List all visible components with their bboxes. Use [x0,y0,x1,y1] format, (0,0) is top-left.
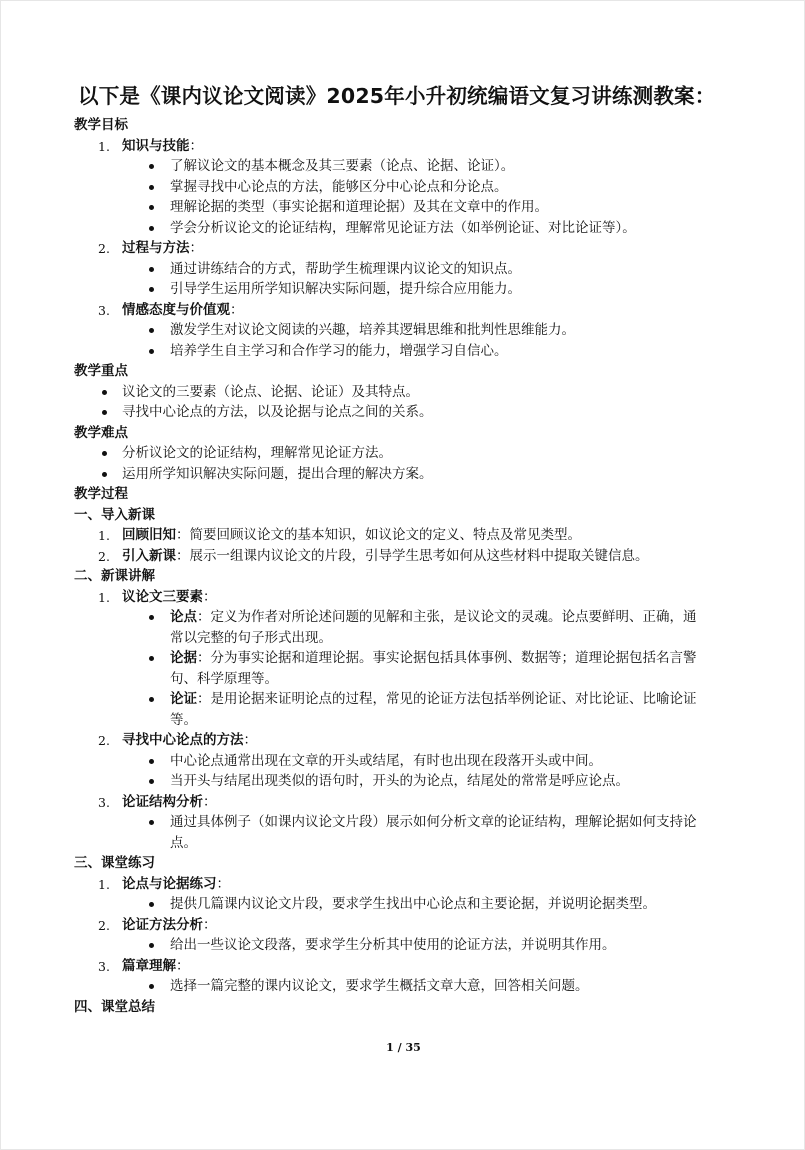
bullet-text: 引导学生运用所学知识解决实际问题，提升综合应用能力。 [170,281,521,297]
bullet-text: 当开头与结尾出现类似的语句时，开头的为论点，结尾处的常常是呼应论点。 [170,773,629,789]
bullet-text: 培养学生自主学习和合作学习的能力，增强学习自信心。 [170,342,508,359]
list-item [74,751,734,772]
list-item: 2. 论证方法分析： [74,915,734,936]
bullet-icon [102,451,107,456]
bullet-icon [149,984,154,989]
list-item [74,177,734,198]
list-item [74,382,734,403]
section-goals-heading: 教学目标 [74,117,128,133]
bullet-icon [149,185,154,190]
list-number: 2. [98,241,110,256]
list-item: 3. 篇章理解： [74,956,734,977]
list-item: 2. 寻找中心论点的方法： [74,730,734,751]
bullet-text: 寻找中心论点的方法，以及论据与论点之间的关系。 [122,404,433,420]
list-item [74,546,734,567]
item-label: 回顾旧知 [122,527,176,543]
goal-label: 知识与技能 [122,137,190,154]
list-item [74,156,734,177]
bullet-icon [149,226,154,231]
bullet-icon [149,902,154,907]
list-item: 1. 议论文三要素： [74,587,734,608]
bullet-text: 学会分析议论文的论证结构，理解常见论证方法（如举例论证、对比论证等）。 [170,219,636,236]
list-item [74,320,734,341]
bullet-icon [149,164,154,169]
bullet-text: 选择一篇完整的课内议论文，要求学生概括文章大意，回答相关问题。 [170,978,589,994]
bullet-icon [149,267,154,272]
item-label: 引入新课 [122,547,176,564]
item-label: 论点与论据练习 [122,875,217,892]
bullet-text: 理解论据的类型（事实论据和道理论据）及其在文章中的作用。 [170,199,548,215]
list-number: 1. [98,138,110,154]
document-title: 以下是《课内议论文阅读》2025年小升初统编语文复习讲练测教案： [78,84,716,108]
list-item [74,894,734,915]
bullet-text: ：定义为作者对所论述问题的见解和主张，是议论文的灵魂。论点要鲜明、正确，通 [197,609,697,625]
section-keypoints-heading: 教学重点 [74,363,128,379]
list-item [74,218,734,239]
subsection-heading: 四、课堂总结 [74,998,155,1015]
list-item [74,812,734,853]
bullet-text: 给出一些议论文段落，要求学生分析其中使用的论证方法，并说明其作用。 [170,937,616,953]
bullet-icon [149,779,154,784]
item-label: 寻找中心论点的方法 [122,732,244,748]
bullet-text: 常以完整的句子形式出现。 [170,629,332,646]
bullet-text: 掌握寻找中心论点的方法，能够区分中心论点和分论点。 [170,178,508,195]
section-process-heading: 教学过程 [74,486,128,502]
bullet-text: 激发学生对议论文阅读的兴趣，培养其逻辑思维和批判性思维能力。 [170,322,575,338]
list-item: 3. 论证结构分析： [74,792,734,813]
list-item [74,689,734,730]
list-number: 2. [98,917,110,933]
bullet-icon [149,615,154,620]
section-difficulties-heading: 教学难点 [74,424,128,441]
goals-list [74,136,734,362]
document-content [74,81,734,1017]
list-number: 1. [98,589,110,605]
subsection-heading: 一、导入新课 [74,506,155,523]
page-number: 1 / 35 [386,1041,421,1054]
bullet-text: 议论文的三要素（论点、论据、论证）及其特点。 [122,383,419,400]
goal-item: 1. 知识与技能： [74,136,734,157]
bullet-text: 等。 [170,711,197,728]
bullet-icon [149,943,154,948]
bullet-text: 通过讲练结合的方式，帮助学生梳理课内议论文的知识点。 [170,260,521,277]
subsection-heading: 三、课堂练习 [74,855,155,871]
item-label: 论证结构分析 [122,793,203,810]
list-item [74,259,734,280]
list-item [74,341,734,362]
subsection-heading: 二、新课讲解 [74,568,155,584]
list-number: 1. [98,528,110,543]
item-label: 论证 [170,691,197,707]
list-item [74,279,734,300]
list-number: 3. [98,794,110,810]
item-label: 议论文三要素 [122,588,203,605]
list-item [74,197,734,218]
list-item [74,607,734,648]
list-item [74,935,734,956]
bullet-icon [149,759,154,764]
bullet-text: 运用所学知识解决实际问题，提出合理的解决方案。 [122,465,433,482]
bullet-icon [149,205,154,210]
item-label: 论据 [170,650,197,666]
bullet-text: 中心论点通常出现在文章的开头或结尾，有时也出现在段落开头或中间。 [170,752,602,769]
list-number: 2. [98,733,110,748]
goal-item: 2. 过程与方法： [74,238,734,259]
bullet-icon [102,472,107,477]
goal-item: 3. 情感态度与价值观： [74,300,734,321]
bullet-text: 了解议论文的基本概念及其三要素（论点、论据、论证）。 [170,158,515,174]
list-number: 3. [98,302,110,318]
item-text: ：展示一组课内议论文的片段，引导学生思考如何从这些材料中提取关键信息。 [176,547,649,564]
list-number: 2. [98,548,110,564]
list-item [74,402,734,423]
bullet-icon [149,287,154,292]
bullet-text: ：分为事实论据和道理论据。事实论据包括具体事例、数据等；道理论据包括名言警 [197,650,697,666]
list-item: 1. 论点与论据练习： [74,874,734,895]
bullet-text: 通过具体例子（如课内议论文片段）展示如何分析文章的论证结构，理解论据如何支持论 [170,814,697,830]
bullet-icon [149,656,154,661]
list-number: 1. [98,876,110,892]
bullet-icon [102,410,107,415]
bullet-icon [149,349,154,354]
list-item [74,771,734,792]
bullet-icon [102,390,107,395]
bullet-text: ：是用论据来证明论点的过程，常见的论证方法包括举例论证、对比论证、比喻论证 [197,691,697,707]
bullet-text: 点。 [170,834,197,851]
bullet-text: 提供几篇课内议论文片段，要求学生找出中心论点和主要论据，并说明论据类型。 [170,896,656,912]
bullet-text: 句、科学原理等。 [170,670,278,687]
list-item [74,648,734,689]
list-item [74,464,734,485]
list-item [74,525,734,546]
goal-label: 情感态度与价值观 [122,301,230,318]
list-item [74,976,734,997]
item-text: ：简要回顾议论文的基本知识，如议论文的定义、特点及常见类型。 [176,527,581,543]
list-item [74,443,734,464]
bullet-text: 分析议论文的论证结构，理解常见论证方法。 [122,445,392,461]
item-label: 论证方法分析 [122,916,203,933]
bullet-icon [149,820,154,825]
list-number: 3. [98,958,110,974]
goal-label: 过程与方法 [122,240,190,256]
bullet-icon [149,697,154,702]
item-label: 论点 [170,609,197,625]
item-label: 篇章理解 [122,957,176,974]
bullet-icon [149,328,154,333]
